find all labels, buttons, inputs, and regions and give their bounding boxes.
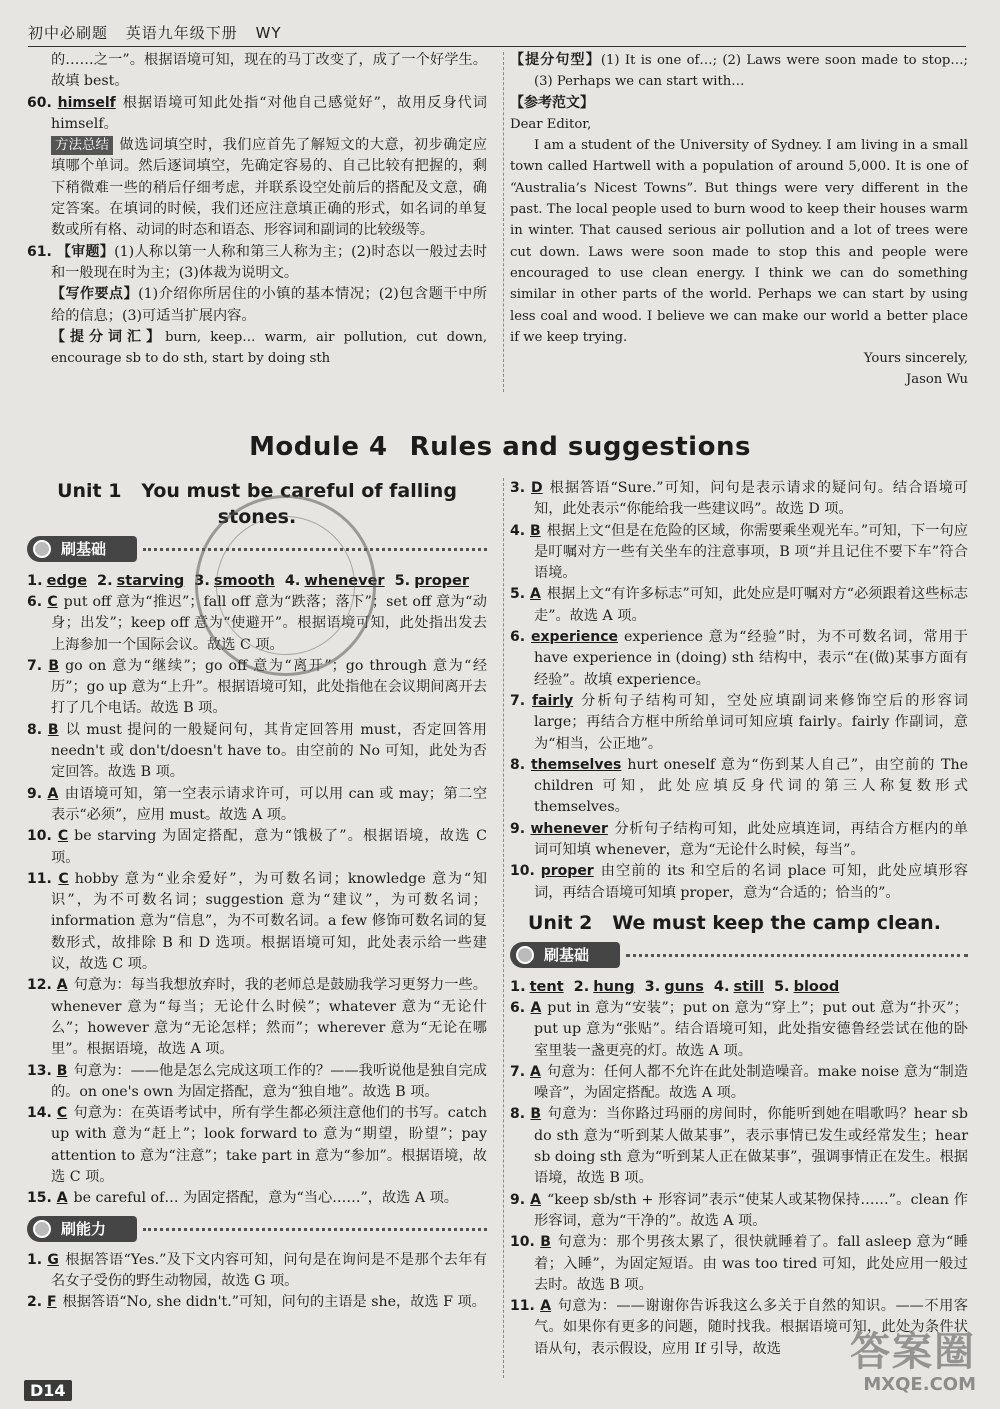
question-number: 3. [510,480,531,496]
fill-number: 4. [713,978,730,995]
answer-item [510,1062,968,1105]
question-number: 7. [510,692,532,709]
header-series: 初中必刷题 [28,24,109,42]
unit1-items [27,592,487,1210]
answer-item [27,1250,487,1293]
fill-number: 5. [394,573,411,589]
answer-key: D [530,480,543,496]
fill-word: starving [116,573,185,589]
explanation: 根据答语“Sure.”可知，问句是表示请求的疑问句。结合语境可知，此处表示“你能给我一些建议吗”。故选 D 项。 [534,480,968,518]
answer-item [27,869,487,975]
unit2-fill-answers [510,976,968,998]
top-left-entry [27,135,487,241]
explanation: experience 意为“经验”时，为不可数名词，常用于 have experience in (doing) sth 结构中，表示“在(做)某事方面有经验”。故填 experience。 [534,629,968,688]
column-divider-bottom [503,478,504,1378]
answer-key: B [530,522,541,539]
pen-icon [33,540,51,558]
top-right-column [510,50,968,391]
top-left-entry [27,327,487,370]
explanation: put off 意为“推迟”；fall off 意为“跌落；落下”；set off 意为“动身；出发”；keep off 意为“使避开”。根据语境可知，此处指出发去上海参加一个国际会议。故选 C 项。 [51,594,487,653]
answer-key: A [530,999,542,1016]
answer-key: C [47,594,58,610]
fill-answer [27,573,87,589]
explanation: 句意为：当你路过玛丽的房间时，你能听到她在唱歌吗？hear sb do sth 意为“听到某人做某事”，表示事情已发生或经常发生；hear sb doing sth 意为“听到某人正在做某事”，强调事情正在发生。根据语境，故选 B 项。 [534,1106,968,1187]
answer-key: B [530,1106,542,1123]
answer-key: A [540,1298,552,1315]
fill-number: 3. [194,573,210,589]
explanation: hurt oneself 意为“伤到某人自己”，由空前的 The children 可知，此处应填反身代词的第三人称复数形式 themselves。 [534,756,968,816]
question-number: 6. [510,629,531,646]
fill-answer [510,979,564,995]
question-number: 4. [510,522,531,539]
question-number: 2. [27,1294,47,1311]
explanation: go on 意为“继续”；go off 意为“离开”；go through 意为“经历”；go up 意为“上升”。根据语境可知，此处指他在会议期间离开去打了几个电话。故选 B 项。 [51,657,488,717]
explanation: “keep sb/sth + 形容词”表示“使某人或某物保持……”。clean 作形容词，意为“干净的”。故选 A 项。 [534,1191,968,1229]
fill-number: 1. [27,573,43,589]
question-number: 9. [510,1191,531,1208]
answer-key: A [530,586,541,603]
question-number: 9. [510,820,531,837]
answer-item [510,691,968,755]
answer-item [27,826,487,869]
explanation: 句意为：每当我想放弃时，我的老师总是鼓励我学习更努力一些。whenever 意为“每当；无论什么时候”；whatever 意为“无论什么”；however 意为“无论怎样；然而”；wherever 意为“无论在哪里”。根据语境，故选 A 项。 [51,977,487,1058]
question-number: 8. [510,1106,531,1123]
column-divider-top [503,52,504,392]
fill-number: 5. [773,978,790,995]
explanation: 分析句子结构可知，此处应填连词，再结合方框内的单词可知填 whenever，意为“无论什么时候，每当”。 [534,820,968,859]
module-title: Module 4 Rules and suggestions [249,432,751,462]
section-tag: 【提分词汇】 [51,328,166,345]
explanation: 由语境可知，第一空表示请求许可，可以用 can 或 may；第二空表示“必须”，应用 must。故选 A 项。 [51,785,488,823]
question-number: 12. [27,977,57,994]
answer-item [510,1232,968,1296]
question-number: 8. [27,721,48,738]
answer-item [27,1103,487,1188]
top-left-entry [27,284,487,327]
answer-key: A [56,977,68,994]
answer-item [27,784,487,827]
question-number: 6. [27,594,48,610]
fill-answer [574,979,635,995]
fill-answer [97,573,184,589]
answer-key: experience [530,629,618,646]
question-number: 1. [27,1251,48,1268]
answer-item [27,720,487,784]
unit1-heading: Unit 1 You must be careful of falling stones. [57,480,457,528]
question-number: 11. [510,1298,541,1315]
section-banner-ability: 刷能力 [27,1216,487,1244]
explanation: 分析句子结构可知，空处应填副词来修饰空后的形容词 large；再结合方框中所给单词可知应填 fairly。fairly 作副词，意为“相当，公正地”。 [534,692,968,752]
explanation: 由空前的 its 和空后的名词 place 可知，此处应填形容词，再结合语境可知填 proper，意为“合适的；恰当的”。 [534,863,968,901]
explanation: 句意为：——他是怎么完成这项工作的？——我听说他是独自完成的。on one's own 为固定搭配，意为“独自地”。故选 B 项。 [51,1062,487,1100]
answer-item [510,1190,968,1233]
top-left-column [27,50,487,369]
explanation: 句意为：在英语考试中，所有学生都必须注意他们的书写。catch up with 意为“赶上”；look forward to 意为“期望，盼望”；pay attention to 意为“注意”；take part in 意为“参加”。根据语境，故选 C 项。 [51,1105,487,1186]
explanation: (1)人称以第一人称和第三人称为主；(2)时态以一般过去时和一般现在时为主；(3)体裁为说明文。 [51,243,488,281]
fill-number: 2. [97,573,113,589]
fill-word: hung [593,978,635,995]
answer-item [27,1188,487,1209]
explanation: 句意为：那个男孩太累了，很快就睡着了。fall asleep 意为“睡着；入睡”，为固定短语。由 was too tired 可知，此处应用一般过去时。故选 B 项。 [534,1234,968,1293]
answer-key: B [48,657,60,674]
watermark-url: MXQE.COM [863,1374,976,1395]
answer-key: A [530,1063,541,1080]
question-number: 11. [27,870,59,887]
question-number: 10. [510,863,541,880]
explanation: be starving 为固定搭配，意为“饿极了”。根据语境，故选 C 项。 [51,828,487,866]
right-items [510,478,968,904]
fill-word: blood [793,978,840,995]
question-number: 8. [510,756,531,773]
explanation: 根据语境可知此处指“对他自己感觉好”，故用反身代词 himself。 [51,94,487,132]
header-subject: 英语九年级下册 [125,24,238,42]
letter-closing: Yours sincerely, [863,351,968,367]
fill-number: 4. [284,573,301,589]
answer-key: themselves [530,756,622,773]
answer-key: whenever [530,820,608,837]
answer-key: B [56,1062,68,1079]
method-summary-label: 方法总结 [51,136,113,155]
method-summary-text: 做选词填空时，我们应首先了解短文的大意，初步确定应填哪个单词。然后逐词填空，先确定容易的、自己比较有把握的，剩下稍微难一些的稍后仔细考虑，并联系设空处前后的搭配及文意，确定答案。在填词的时候，我们还应注意填正确的形式，如名词的单复数或所有格、动词的时态和语态、形容词和副词的比较级等。 [51,137,487,239]
section-tag: 【写作要点】 [51,286,139,303]
fill-word: smooth [213,573,275,589]
answer-item [510,819,968,862]
section-tag: 【审题】 [56,243,115,260]
answer-item [510,521,968,585]
watermark [850,1330,976,1395]
question-number: 9. [27,785,48,802]
answer-word: himself [57,94,116,111]
explanation: 以 must 提问的一般疑问句，其肯定回答用 must，否定回答用 needn't 或 don't/doesn't have to。由空前的 No 可知，此处为否定回答。故选 B 项。 [51,721,487,781]
top-left-entry [27,93,487,136]
answer-key: B [540,1234,551,1251]
model-essay-label: 【参考范文】 [510,94,594,111]
fill-word: whenever [304,573,385,589]
fill-word: tent [529,978,564,995]
fill-answer [645,979,704,995]
question-number: 10. [510,1234,541,1251]
answer-item [510,627,968,691]
fill-answer [714,979,764,995]
letter-salutation: Dear Editor, [510,116,592,132]
question-number: 6. [510,999,531,1016]
explanation: 句意为：——谢谢你告诉我这么多关于自然的知识。——不用客气。如果你有更多的问题，随时找我。根据语境可知，此处为条件状语从句，表示假设，应用 If 引导，故选 [534,1298,968,1357]
explanation: 根据上文“有许多标志”可知，此处应是叮嘱对方“必须跟着这些标志走”。故选 A 项。 [534,586,969,624]
answer-item [510,755,968,819]
bottom-right-column [510,478,968,1360]
top-left-entry [27,242,487,285]
letter-signature: Jason Wu [905,372,968,388]
answer-key: C [58,870,69,887]
top-left-entry: 的……之一”。根据语境可知，现在的马丁改变了，成了一个好学生。故填 best。 [51,52,487,90]
explanation: 根据答语“No, she didn't.”可知，问句的主语是 she，故选 F 项。 [62,1294,486,1311]
fill-word: guns [664,978,704,995]
answer-key: A [47,785,59,802]
answer-key: C [57,828,69,845]
question-number: 14. [27,1105,57,1122]
answer-item [510,478,968,521]
explanation: 根据答语“Yes.”及下文内容可知，问句是在询问是不是那个去年有名女子受伤的野生动物园，故选 G 项。 [51,1251,488,1289]
fill-number: 3. [644,978,661,995]
question-number: 13. [27,1062,57,1079]
answer-key: G [47,1251,59,1268]
section-banner-basic: 刷基础 [27,536,487,564]
unit2-items [510,998,968,1360]
fill-word: still [733,978,764,995]
answer-key: A [56,1190,68,1207]
letter-body: I am a student of the University of Sydney. I am living in a small town called Hartwell with a population of around 5,000. It is one of “Australia’s Nicest Towns”. But things were very different in the past. The local people used to burn wood to keep their houses warm in winter. That caused serious air pollution and a lot of trees were cut down. Laws were soon made to stop this and people were encouraged to use clean energy. I think we can do something similar in other parts of the world. Perhaps we can start by using less coal and wood. I believe we can make our world a better place if we keep trying. [510,138,968,345]
question-number: 61. [27,243,57,260]
question-number: 60. [27,94,58,111]
answer-item [27,1061,487,1104]
answer-key: A [530,1191,541,1208]
answer-item [27,1292,487,1313]
fill-word: proper [414,573,470,589]
answer-item [27,975,487,1060]
watermark-brand: 答案圈 [850,1329,976,1375]
question-number: 15. [27,1190,57,1207]
question-number: 7. [510,1063,531,1080]
section-text: (1)介绍你所居住的小镇的基本情况；(2)包含题干中所给的信息；(3)可适当扩展内容。 [51,286,488,324]
header-rule [28,46,966,47]
pen-icon [516,946,534,964]
fill-answer [774,979,839,995]
answer-key: proper [540,863,594,880]
answer-key: B [47,721,59,738]
explanation: be careful of… 为固定搭配，意为“当心……”，故选 A 项。 [73,1190,458,1207]
running-header [28,22,294,43]
answer-key: fairly [531,692,574,709]
answer-item [510,584,968,627]
answer-item [510,861,968,904]
fill-number: 1. [510,978,526,995]
sentence-patterns: 【提分句型】(1) It is one of…; (2) Laws were soon made to stop…; (3) Perhaps we can start with… [510,52,968,90]
unit2-heading: Unit 2 We must keep the camp clean. [528,911,941,934]
header-edition: WY [255,24,282,42]
unit1-ability-items [27,1250,487,1314]
answer-item [510,1104,968,1189]
pen-icon [33,1220,51,1238]
fill-word: edge [46,573,88,589]
question-number: 10. [27,828,58,845]
explanation: 根据上文“但是在危险的区域，你需要乘坐观光车。”可知，下一句应是叮嘱对方一些有关坐车的注意事项，B 项“并且记住不要下车”符合语境。 [534,522,968,582]
explanation: 句意为：任何人都不允许在此处制造噪音。make noise 意为“制造噪音”，为固定搭配。故选 A 项。 [534,1063,969,1102]
answer-key: F [46,1294,57,1311]
answer-key: C [56,1105,68,1122]
page-number: D14 [24,1380,72,1401]
section-banner-basic-unit2: 刷基础 [510,942,968,970]
fill-number: 2. [573,978,590,995]
explanation: put in 意为“安装”；put on 意为“穿上”；put out 意为“扑灭”；put up 意为“张贴”。结合语境可知，此处指安德鲁经尝试在他的卧室里装一盏更亮的灯。故选 A 项。 [534,999,968,1059]
question-number: 5. [510,586,531,603]
answer-item [510,998,968,1062]
explanation: hobby 意为“业余爱好”，为可数名词；knowledge 意为“知识”，为不可数名词；suggestion 意为“建议”，为可数名词；information 意为“信息”，为不可数名词。a few 修饰可数名词的复数形式，故排除 B 和 D 选项。根据语境可知，此处表示给一些建议，故选 C 项。 [51,870,487,973]
section-text: burn, keep… warm, air pollution, cut down, encourage sb to do sth, start by doing sth [51,329,488,367]
fill-answer [395,573,469,589]
question-number: 7. [27,657,49,674]
